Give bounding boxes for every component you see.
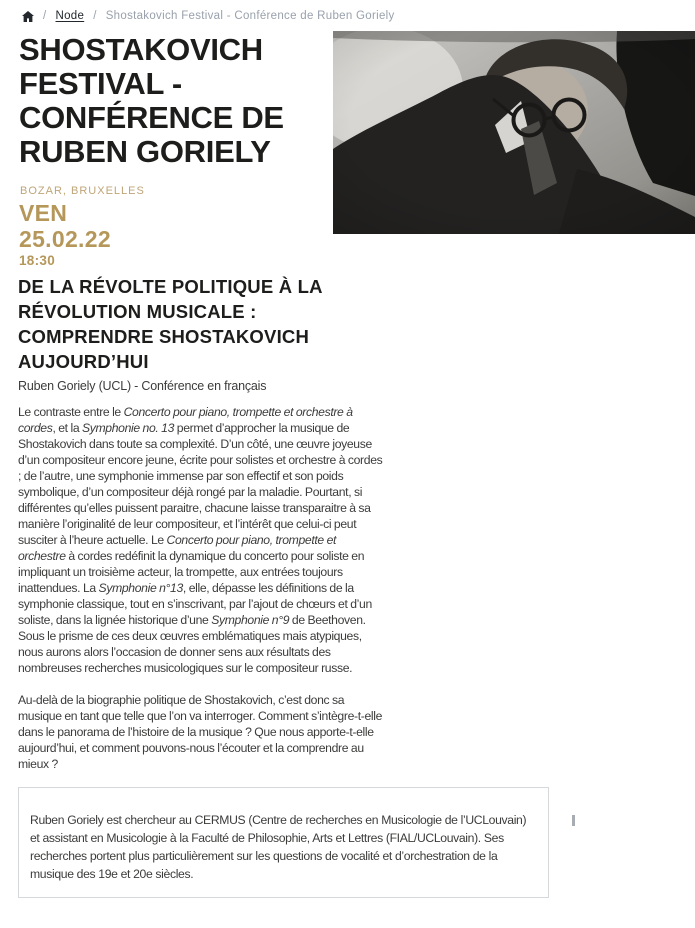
page-title: SHOSTAKOVICH FESTIVAL - CONFÉRENCE DE RUBEN GORIELY (19, 32, 284, 169)
speaker-bio-box (18, 787, 549, 898)
cursor-artifact (572, 815, 575, 826)
talk-content (18, 274, 563, 898)
event-venue: BOZAR, BRUXELLES (20, 185, 145, 197)
talk-paragraph-2: Au-delà de la biographie politique de Shostakovich, c’est donc sa musique en tant que telle que l’on va interroger. Comment s’intègre-t-elle dans le panorama de l’histoire de la musique ? Que nous apporte-t-elle aujourd’hui, et comment pouvons-nous l’écouter et la comprendre au mieux ? (18, 693, 383, 771)
event-date: 25.02.22 (19, 226, 111, 252)
event-time: 18:30 (19, 253, 56, 268)
shostakovich-photo (333, 31, 695, 234)
breadcrumb-separator: / (93, 10, 97, 22)
speaker-bio-text: Ruben Goriely est chercheur au CERMUS (Centre de recherches en Musicologie de l’UCLouvain) et assistant en Musicologie à la Faculté de Philosophie, Arts et Lettres (FIAL/UCLouvain). Ses recherches portent plus particulièrement sur les questions de vocalité et d’orchestration de la musique des 19e et 20e siècles. (30, 813, 527, 881)
breadcrumb-current: Shostakovich Festival - Conférence de Ruben Goriely (105, 10, 395, 22)
talk-paragraph-1: Le contraste entre le Concerto pour piano, trompette et orchestre à cordes, et la Symphonie no. 13 permet d’approcher la musique de Shostakovich dans toute sa complexité. D’un côté, une œuvre joyeuse d’un compositeur encore jeune, écrite pour solistes et orchestre à cordes ; de l’autre, une symphonie immense par son effectif et son poids symbolique, d’un compositeur déjà rongé par la maladie. Pourtant, si différentes qu’elles puissent paraitre, chacune laisse transparaitre à sa manière l’originalité de leur compositeur, et l’intérêt que celui-ci peut susciter à l’heure actuelle. Le Concerto pour piano, trompette et orchestre à cordes redéfinit la dynamique du concerto pour soliste en impliquant un troisième acteur, la trompette, aux entrées toujours inattendues. La Symphonie n°13, elle, dépasse les définitions de la symphonie classique, tout en s’inscrivant, par l’ajout de chœurs et d’un soliste, dans la lignée historique d’une Symphonie n°9 de Beethoven. Sous le prisme de ces deux œuvres emblématiques mais atypiques, nous aurons alors l’occasion de donner sens aux résultats des nombreuses recherches musicologiques sur le compositeur russe. (18, 405, 383, 675)
node-link[interactable]: Node (55, 10, 85, 22)
talk-heading: DE LA RÉVOLTE POLITIQUE À LA RÉVOLUTION MUSICALE : COMPRENDRE SHOSTAKOVICH AUJOURD’HUI (18, 276, 323, 372)
event-day: VEN (19, 200, 68, 226)
breadcrumb-separator: / (43, 10, 47, 22)
talk-byline: Ruben Goriely (UCL) - Conférence en français (18, 379, 267, 393)
breadcrumb (22, 7, 395, 25)
home-link[interactable] (22, 11, 34, 22)
home-icon (22, 11, 34, 22)
